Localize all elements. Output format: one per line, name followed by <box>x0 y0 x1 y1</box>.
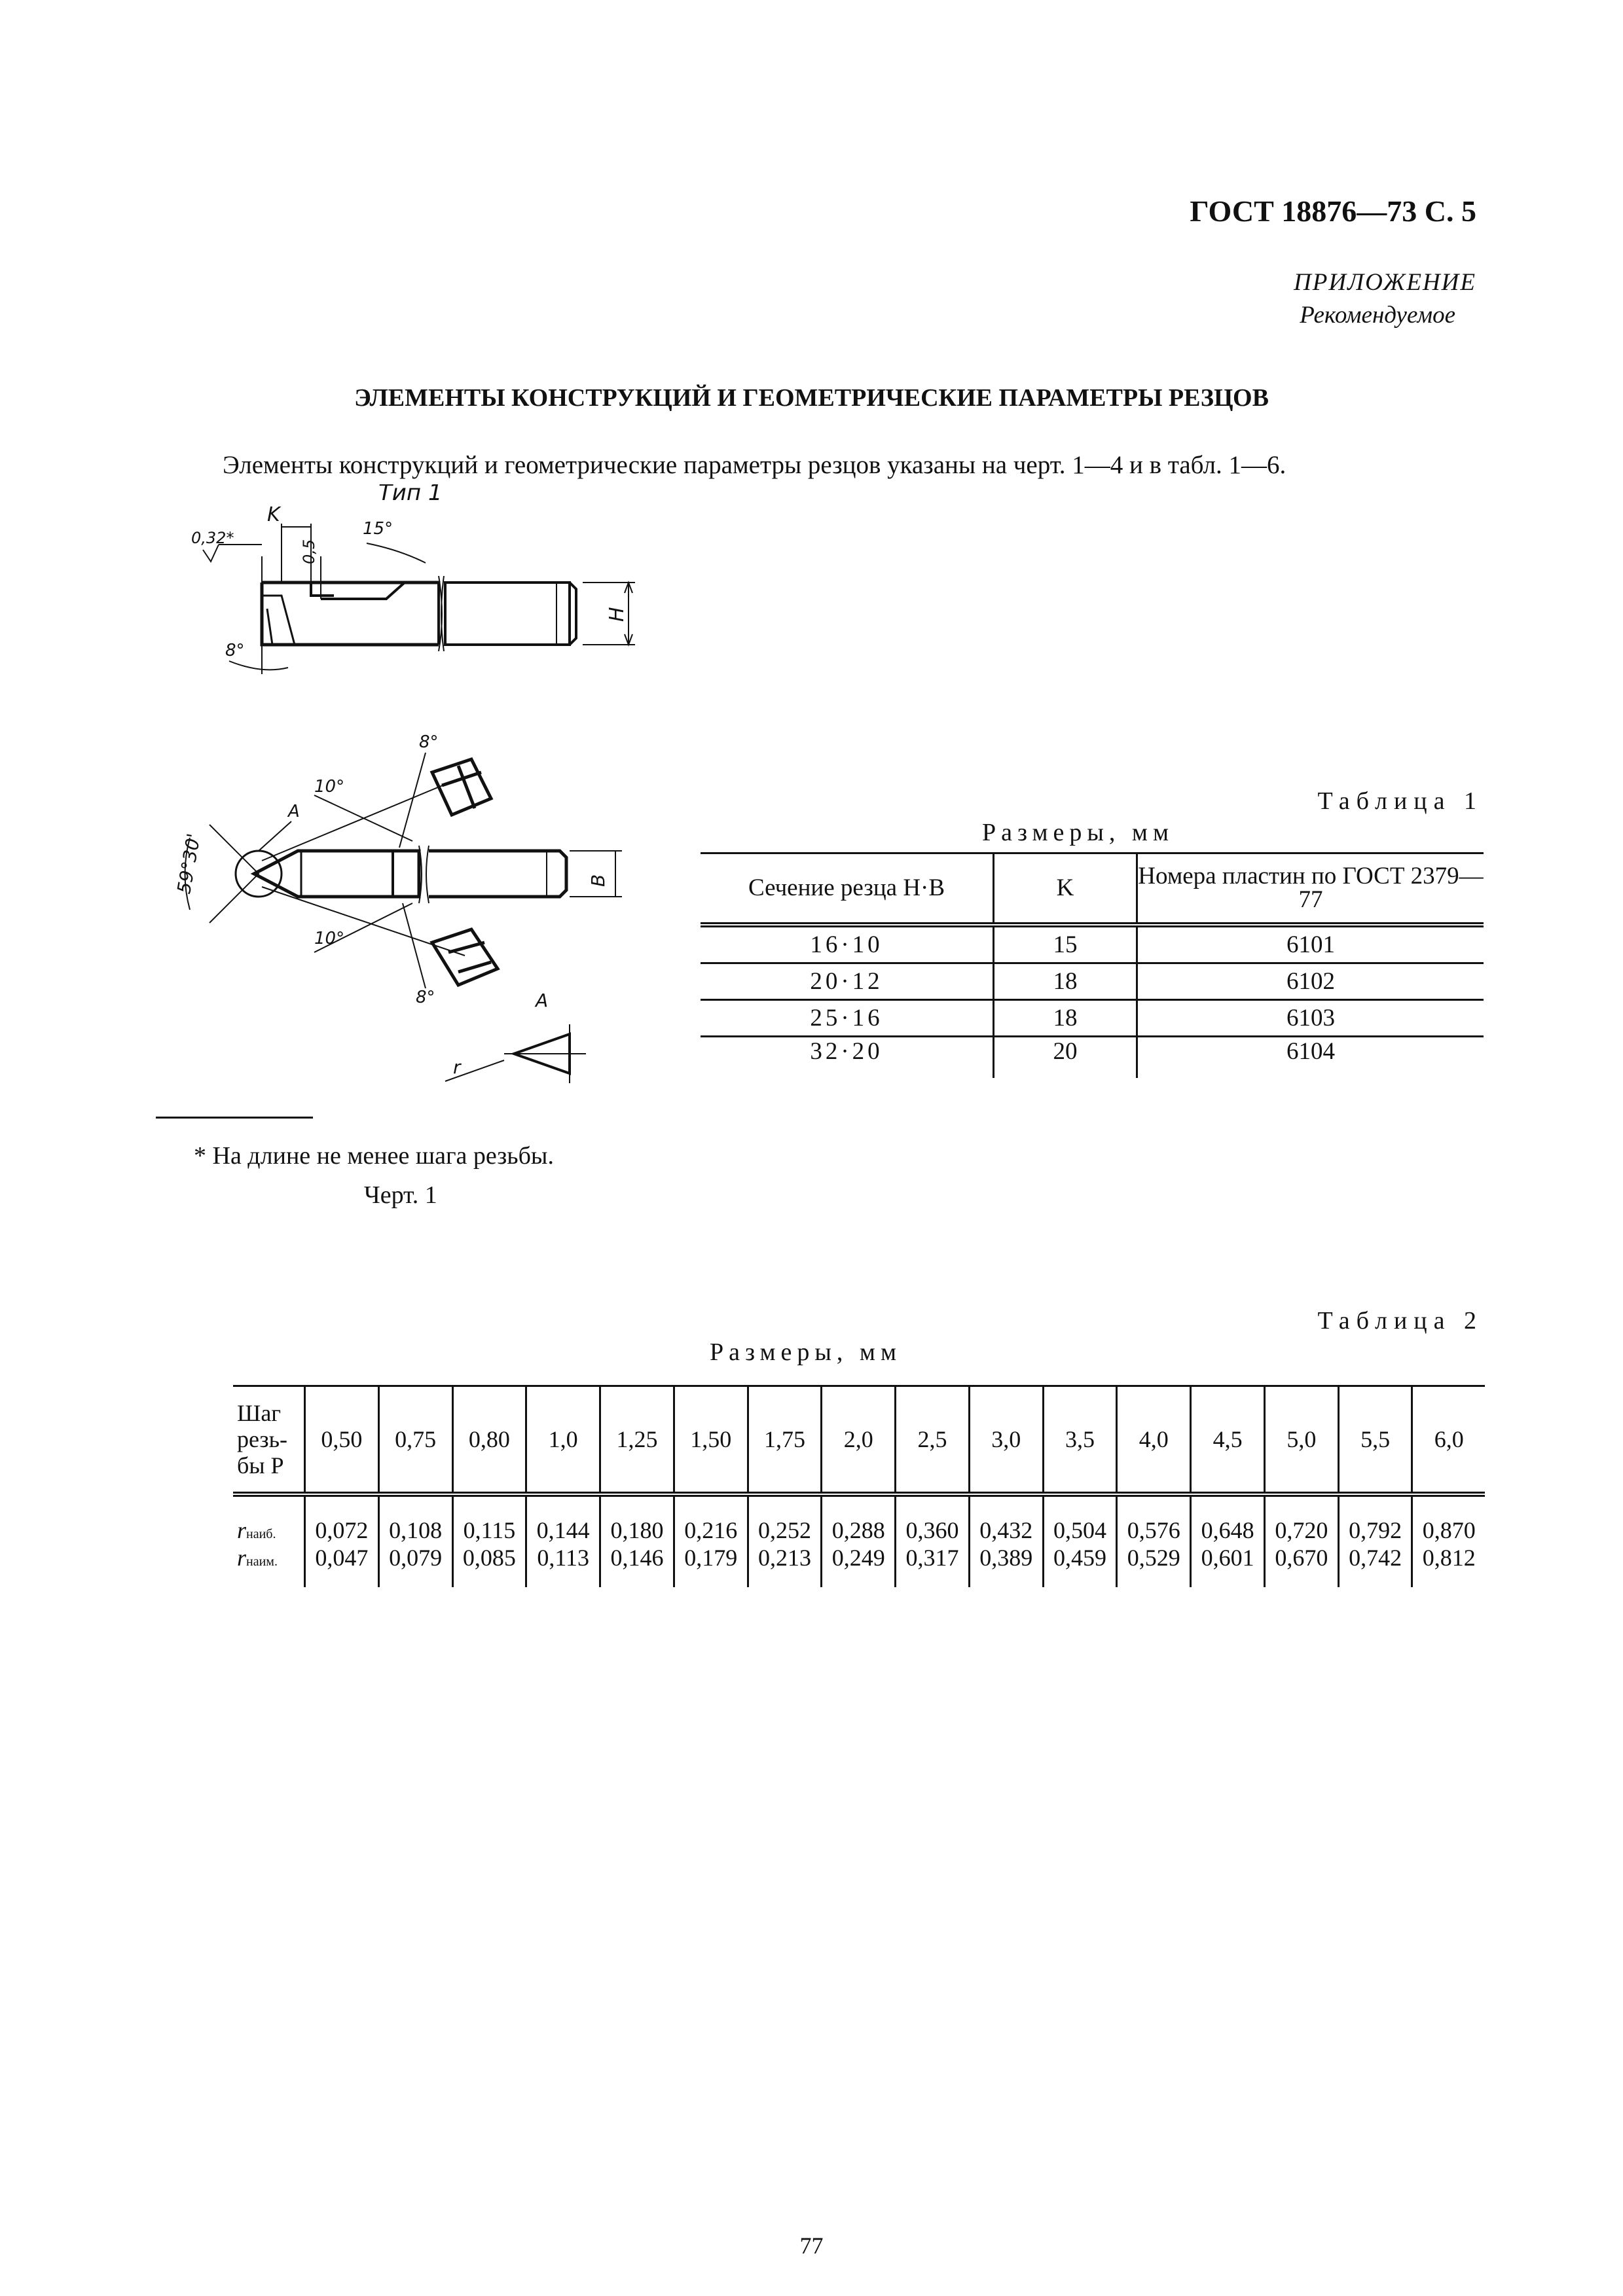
table-cell: 0,146 <box>600 1544 674 1587</box>
table-cell: 0,504 <box>1043 1494 1117 1544</box>
table-cell: 18 <box>994 963 1137 1000</box>
angle-8-bottom: 8° <box>416 988 435 1007</box>
angle-10-bottom: 10° <box>314 929 345 948</box>
dim-r: r <box>453 1056 461 1078</box>
table-cell: 0,249 <box>822 1544 896 1587</box>
footnote-rule <box>156 1117 313 1119</box>
table-cell: 0,179 <box>674 1544 748 1587</box>
table-cell: 20·12 <box>701 963 994 1000</box>
cutter-drawing <box>151 484 648 1113</box>
dim-b: B <box>587 874 609 887</box>
table-cell: 0,601 <box>1191 1544 1265 1587</box>
table-cell: 3,5 <box>1043 1386 1117 1495</box>
table-cell: 0,432 <box>969 1494 1043 1544</box>
table2-label: Таблица 2 <box>1317 1307 1483 1335</box>
table2-rmax-label: rнаиб. <box>237 1517 276 1543</box>
table-cell: 0,80 <box>452 1386 526 1495</box>
table-cell: 0,288 <box>822 1494 896 1544</box>
table-row <box>701 963 1484 1000</box>
table-cell: 0,317 <box>896 1544 970 1587</box>
top-view <box>173 732 622 1083</box>
table-cell: 0,50 <box>305 1386 379 1495</box>
angle-8: 8° <box>225 641 245 660</box>
table-cell: 6103 <box>1137 1000 1484 1037</box>
table-cell: 20 <box>994 1037 1137 1079</box>
table1-label: Таблица 1 <box>1317 787 1483 815</box>
table-cell: 0,180 <box>600 1494 674 1544</box>
table-cell: 18 <box>994 1000 1137 1037</box>
table-cell: 0,115 <box>452 1494 526 1544</box>
angle-15: 15° <box>363 519 393 539</box>
document-reference: ГОСТ 18876—73 С. 5 <box>1190 194 1476 228</box>
dim-k: K <box>267 503 280 526</box>
table1-units: Размеры, мм <box>982 819 1175 846</box>
table-cell: 0,529 <box>1117 1544 1191 1587</box>
table-cell: 0,670 <box>1264 1544 1338 1587</box>
table1-header-section: Сечение резца H·B <box>701 853 994 925</box>
table-cell: 0,047 <box>305 1544 379 1587</box>
table2 <box>233 1385 1485 1587</box>
table-cell: 0,144 <box>526 1494 600 1544</box>
table-cell: 15 <box>994 925 1137 963</box>
table-cell: 0,75 <box>378 1386 452 1495</box>
appendix-status: Рекомендуемое <box>1300 302 1455 329</box>
table2-rmin-label: rнаим. <box>237 1545 278 1571</box>
view-a-label: A <box>288 802 300 821</box>
view-a2-label: A <box>536 990 549 1011</box>
table-cell: 25·16 <box>701 1000 994 1037</box>
table-cell: 6104 <box>1137 1037 1484 1079</box>
table-cell: 0,079 <box>378 1544 452 1587</box>
table-cell: 0,720 <box>1264 1494 1338 1544</box>
table-cell: 2,5 <box>896 1386 970 1495</box>
table-cell: 32·20 <box>701 1037 994 1079</box>
table2-row-header: Шаг резь- бы P <box>233 1386 305 1495</box>
table-cell: 1,75 <box>748 1386 822 1495</box>
table-cell: 0,870 <box>1412 1494 1485 1544</box>
dim-h: H <box>606 607 629 622</box>
table-cell: 0,360 <box>896 1494 970 1544</box>
table-cell: 0,459 <box>1043 1544 1117 1587</box>
table2-step-row <box>233 1386 1485 1495</box>
table1-header-plates: Номера пластин по ГОСТ 2379—77 <box>1137 853 1484 925</box>
table-cell: 1,0 <box>526 1386 600 1495</box>
table-cell: 5,5 <box>1338 1386 1412 1495</box>
angle-59: 59°30' <box>173 831 205 896</box>
table-cell: 4,5 <box>1191 1386 1265 1495</box>
table-cell: 1,25 <box>600 1386 674 1495</box>
table-cell: 0,648 <box>1191 1494 1265 1544</box>
table-cell: 0,085 <box>452 1544 526 1587</box>
table-cell: 6102 <box>1137 963 1484 1000</box>
table-cell: 5,0 <box>1264 1386 1338 1495</box>
table-cell: 0,213 <box>748 1544 822 1587</box>
table-row <box>701 1037 1484 1079</box>
dim-05: 0,5 <box>300 539 318 564</box>
type-label: Тип 1 <box>378 484 443 506</box>
table-cell: 0,742 <box>1338 1544 1412 1587</box>
table-cell: 1,50 <box>674 1386 748 1495</box>
table-cell: 6101 <box>1137 925 1484 963</box>
table-cell: 2,0 <box>822 1386 896 1495</box>
table-cell: 16·10 <box>701 925 994 963</box>
section-title: ЭЛЕМЕНТЫ КОНСТРУКЦИЙ И ГЕОМЕТРИЧЕСКИЕ ПАРАМЕТРЫ РЕЗЦОВ <box>354 384 1269 412</box>
table-cell: 4,0 <box>1117 1386 1191 1495</box>
footnote: * На длине не менее шага резьбы. <box>194 1142 554 1170</box>
table-cell: 0,216 <box>674 1494 748 1544</box>
appendix-label: ПРИЛОЖЕНИЕ <box>1294 269 1476 296</box>
angle-8-top: 8° <box>419 732 439 752</box>
table-row <box>701 1000 1484 1037</box>
table2-rmax-row <box>233 1494 1485 1544</box>
figure-caption: Черт. 1 <box>364 1181 437 1209</box>
page-number: 77 <box>799 2233 824 2259</box>
intro-paragraph: Элементы конструкций и геометрические параметры резцов указаны на черт. 1—4 и в табл. 1—6. <box>223 451 1286 479</box>
table1-header-k: K <box>994 853 1137 925</box>
table-row <box>701 925 1484 963</box>
table-cell: 0,108 <box>378 1494 452 1544</box>
side-view <box>191 503 635 674</box>
table-cell: 6,0 <box>1412 1386 1485 1495</box>
table-cell: 0,389 <box>969 1544 1043 1587</box>
table-cell: 3,0 <box>969 1386 1043 1495</box>
table-cell: 0,812 <box>1412 1544 1485 1587</box>
table-cell: 0,252 <box>748 1494 822 1544</box>
table-cell: 0,113 <box>526 1544 600 1587</box>
table-cell: 0,792 <box>1338 1494 1412 1544</box>
table-cell: 0,072 <box>305 1494 379 1544</box>
table2-units: Размеры, мм <box>710 1338 902 1366</box>
angle-10-top: 10° <box>314 777 345 797</box>
table2-rmin-row <box>233 1544 1485 1587</box>
table-cell: 0,576 <box>1117 1494 1191 1544</box>
table1 <box>701 852 1484 1078</box>
dim-032: 0,32* <box>191 529 234 547</box>
